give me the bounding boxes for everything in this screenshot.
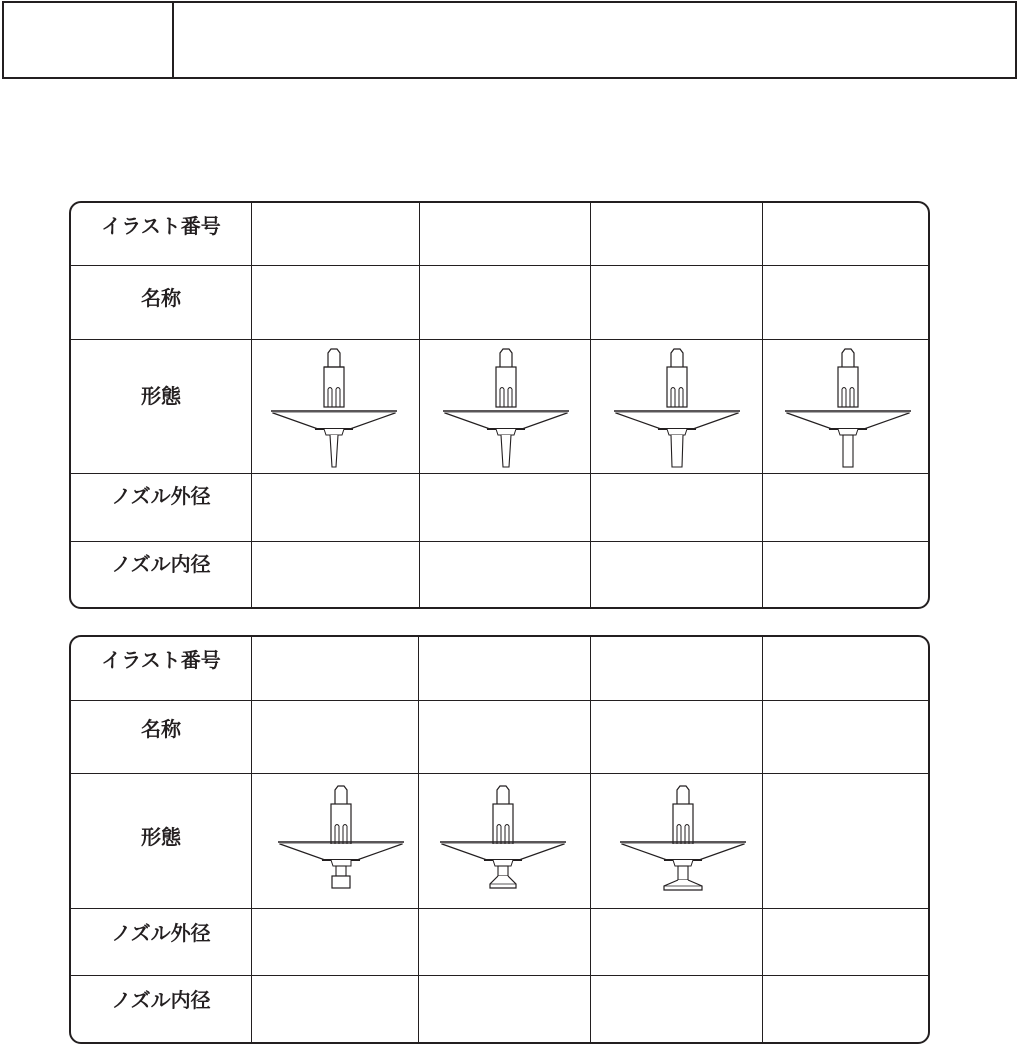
row-label-shape: 形態 [141,825,181,849]
nozzle-tapered-icon [441,343,571,469]
nozzle-flared-icon [438,780,568,906]
nozzle-stub-icon [276,780,406,906]
nozzle-tapered-short-icon [612,343,742,469]
row-label-nozzle-outer-diameter: ノズル外径 [111,921,211,945]
nozzle-straight-icon [783,343,913,469]
nozzle-wide-flared-icon [618,780,748,906]
row-label-nozzle-inner-diameter: ノズル内径 [111,552,211,576]
row-label-nozzle-outer-diameter: ノズル外径 [111,484,211,508]
row-label-name: 名称 [141,717,181,741]
row-label-shape: 形態 [141,384,181,408]
row-label-nozzle-inner-diameter: ノズル内径 [111,988,211,1012]
nozzle-spec-table-1 [69,201,930,609]
header-box [2,1,1017,79]
row-label-name: 名称 [141,286,181,310]
nozzle-spec-table-2 [69,635,930,1044]
row-label-illustration-number: イラスト番号 [101,214,221,238]
row-label-illustration-number: イラスト番号 [101,648,221,672]
nozzle-tapered-long-icon [269,343,399,469]
header-divider [172,3,174,77]
